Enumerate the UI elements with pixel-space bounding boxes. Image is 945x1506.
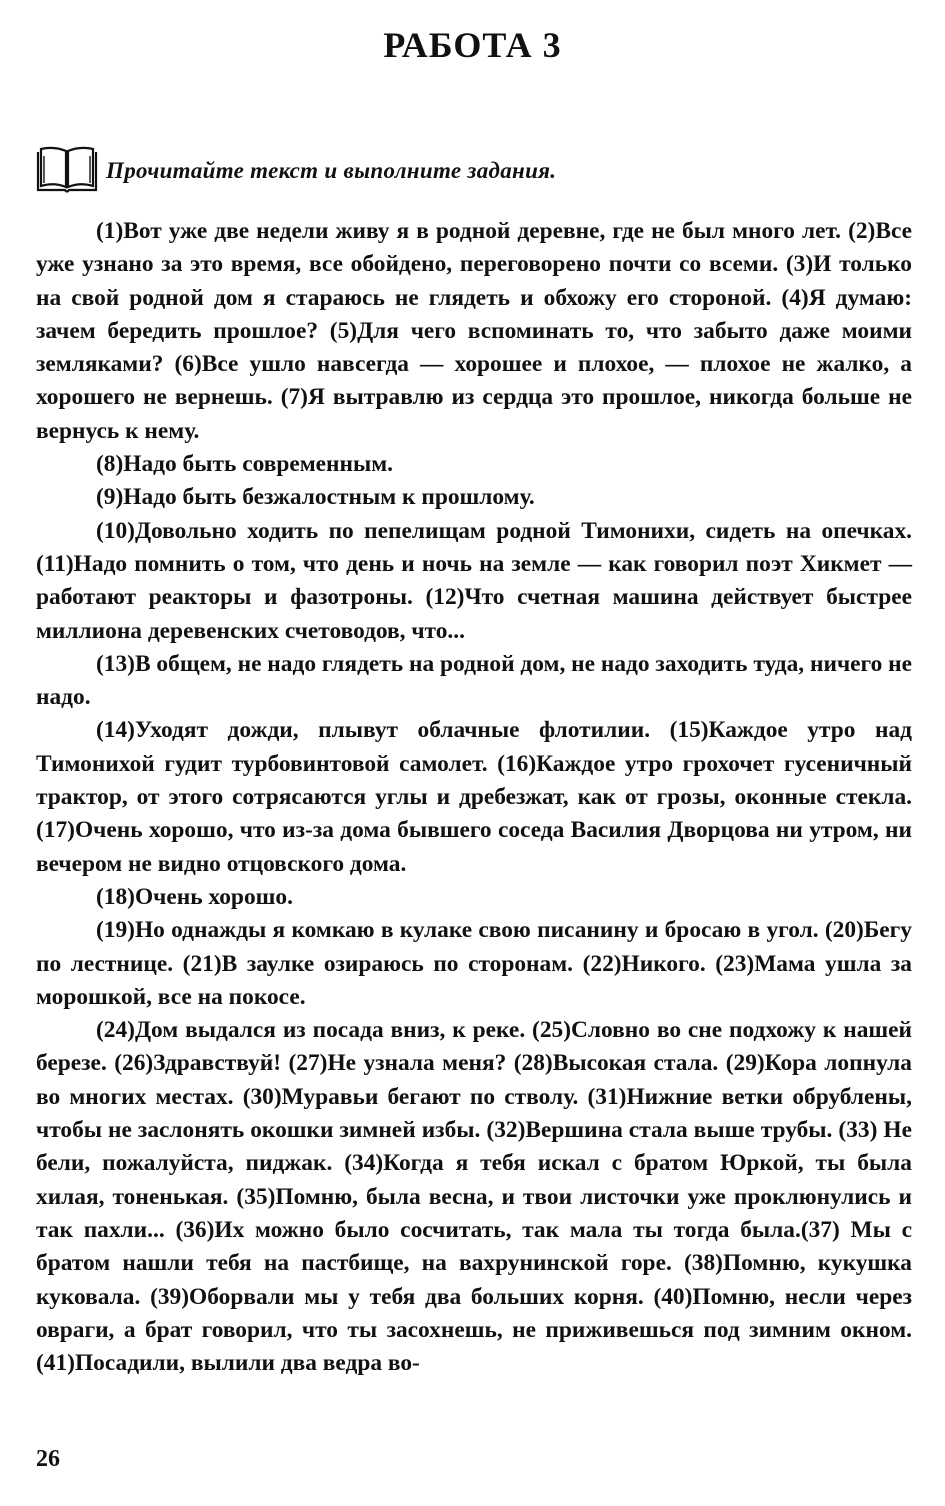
reading-passage (36, 215, 912, 1380)
paragraph: (9)Надо быть безжалостным к прошлому. (96, 484, 535, 511)
paragraph: (13)В общем, не надо глядеть на родной дом, не надо заходить туда, ничего не надо. (36, 650, 912, 711)
paragraph: (18)Очень хорошо. (96, 883, 293, 910)
page-number: 26 (36, 1446, 60, 1472)
paragraph: (14)Уходят дожди, плывут облачные флотилии. (15)Каждое утро над Тимонихой гудит турбовинтовой самолет. (16)Каждое утро грохочет гусеничный трактор, от этого сотрясаются углы и дребезжат, как от грозы, оконные стекла. (17)Очень хорошо, что из-за дома бывшего соседа Василия Дворцова ни утром, ни вечером не видно отцовского дома. (36, 717, 912, 877)
paragraph: (8)Надо быть современным. (96, 451, 394, 478)
instruction-line (34, 146, 556, 196)
paragraph: (19)Но однажды я комкаю в кулаке свою писанину и бросаю в угол. (20)Бегу по лестнице. (21)В заулке озираюсь по сторонам. (22)Никого. (23)Мама ушла за морошкой, все на покосе. (36, 917, 912, 1010)
paragraph: (10)Довольно ходить по пепелищам родной Тимонихи, сидеть на опечках. (11)Надо помнить о том, что день и ночь на земле — как говорил поэт Хикмет — работают реакторы и фазотроны. (12)Что счетная машина действует быстрее миллиона деревенских счетоводов, что... (36, 517, 912, 644)
paragraph: (24)Дом выдался из посада вниз, к реке. (25)Словно во сне подхожу к нашей березе. (26)Здравствуй! (27)Не узнала меня? (28)Высокая стала. (29)Кора лопнула во многих местах. (30)Муравьи бегают по стволу. (31)Нижние ветки обрублены, чтобы не заслонять окошки зимней избы. (32)Вершина стала выше трубы. (33) Не бели, пожалуйста, пиджак. (34)Когда я тебя искал с братом Юркой, ты была хилая, тоненькая. (35)Помню, была весна, и твои листочки уже проклюнулись и так пахли... (36)Их можно было сосчитать, так мала ты тогда была.(37) Мы с братом нашли тебя на пастбище, на вахрунинской горе. (38)Помню, кукушка куковала. (39)Оборвали мы у тебя два больших корня. (40)Помню, несли через овраги, а брат говорил, что ты засохнешь, не приживешься под зимним окном. (41)Посадили, вылили два ведра во- (36, 1017, 912, 1377)
open-book-icon (34, 146, 100, 196)
page-title: РАБОТА 3 (383, 25, 562, 65)
instruction-text: Прочитайте текст и выполните задания. (106, 158, 557, 183)
paragraph: (1)Вот уже две недели живу я в родной деревне, где не был много лет. (2)Все уже узнано за это время, все обойдено, переговорено почти со всеми. (3)И только на свой родной дом я стараюсь не глядеть и обхожу его стороной. (4)Я думаю: зачем бередить прошлое? (5)Для чего вспоминать то, что забыто даже моими земляками? (6)Все ушло навсегда — хорошее и плохое, — плохое не жалко, а хорошего не вернешь. (7)Я вытравлю из сердца это прошлое, никогда больше не вернусь к нему. (36, 218, 912, 444)
